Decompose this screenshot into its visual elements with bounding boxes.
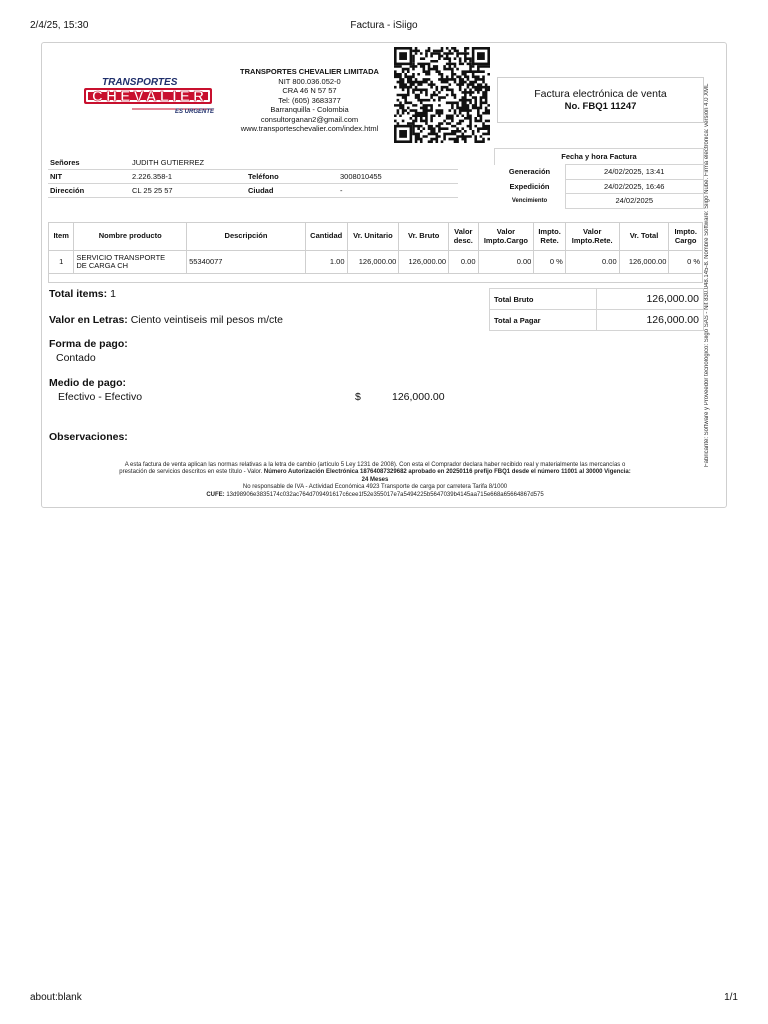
client-nit-label: NIT xyxy=(48,170,130,184)
company-phone: Tel: (605) 3683377 xyxy=(278,95,341,105)
total-items-label: Total items: xyxy=(49,288,108,300)
generation-date: 24/02/2025, 13:41 xyxy=(565,165,704,180)
print-header xyxy=(30,20,738,32)
print-date: 2/4/25, 15:30 xyxy=(30,20,89,31)
col-item: Item xyxy=(49,223,74,251)
issue-date: 24/02/2025, 16:46 xyxy=(565,179,704,194)
generation-label: Generación xyxy=(495,165,566,180)
row-charge-pct: 0 % xyxy=(669,251,703,274)
col-total: Vr. Total xyxy=(619,223,669,251)
col-withholding-val: Valor Impto.Rete. xyxy=(565,223,619,251)
payment-amount: 126,000.00 xyxy=(392,391,445,403)
col-charge-pct: Impto. Cargo xyxy=(669,223,703,251)
client-phone-label: Teléfono xyxy=(246,170,338,184)
company-info xyxy=(227,67,392,134)
col-withholding-pct: Impto. Rete. xyxy=(534,223,565,251)
due-label: Vencimiento xyxy=(495,194,566,209)
qr-code xyxy=(394,47,490,143)
gross-total-label: Total Bruto xyxy=(490,289,597,310)
row-unit-value: 126,000.00 xyxy=(347,251,399,274)
amount-in-words-value: Ciento veintiseis mil pesos m/cte xyxy=(130,314,284,326)
items-header-row xyxy=(49,223,703,251)
payment-means-value: Efectivo - Efectivo xyxy=(58,391,143,403)
logo-text-chevalier: CHEVALIER xyxy=(92,88,204,105)
legal-line-2: prestación de servicios descritos en este título - Valor. Número Autorización Electrónica 18764087329682 aprobado en 20250116 prefijo FBQ1 desde el número 11001 al 30000 Vigencia: xyxy=(119,469,631,476)
gross-total-value: 126,000.00 xyxy=(597,289,704,310)
client-nit: 2.226.358-1 xyxy=(130,170,246,184)
row-gross: 126,000.00 xyxy=(399,251,449,274)
col-discount: Valor desc. xyxy=(449,223,478,251)
amount-in-words-label: Valor en Letras: xyxy=(49,314,128,326)
row-charge-tax: 0.00 xyxy=(478,251,534,274)
document-title: Factura electrónica de venta xyxy=(534,88,667,100)
row-withholding-pct: 0 % xyxy=(534,251,565,274)
row-total: 126,000.00 xyxy=(619,251,669,274)
legal-notice xyxy=(50,462,700,499)
col-gross: Vr. Bruto xyxy=(399,223,449,251)
software-provider-note: Fabricante: Software y Proveedor tecnológico: Siigo SAS - Nit 830.048.145-8. Nombre Software: Siigo Nube. Firma electrónica: versión 4.0 XML xyxy=(704,83,710,468)
table-row xyxy=(49,251,703,274)
col-unit-value: Vr. Unitario xyxy=(347,223,399,251)
print-title: Factura - iSiigo xyxy=(350,20,418,31)
col-charge-tax: Valor Impto.Cargo xyxy=(478,223,534,251)
payment-form-label: Forma de pago: xyxy=(49,338,128,350)
payment-means-label: Medio de pago: xyxy=(49,377,126,389)
company-nit: NIT 800.036.052-0 xyxy=(278,76,341,86)
amount-in-words xyxy=(49,314,283,326)
print-page-number: 1/1 xyxy=(724,992,738,1003)
legal-line-1: A esta factura de venta aplican las normas relativas a la letra de cambio (artículo 5 Ley 1231 de 2008). Con esta el Comprador declara haber recibido real y materialmente las mercancías o xyxy=(124,462,626,468)
payable-total-value: 126,000.00 xyxy=(597,310,704,331)
total-items xyxy=(49,288,116,300)
col-description: Descripción xyxy=(187,223,306,251)
company-website: www.transporteschevalier.com/index.html xyxy=(240,124,379,133)
total-items-value: 1 xyxy=(110,288,116,300)
payable-total-label: Total a Pagar xyxy=(490,310,597,331)
dates-header: Fecha y hora Factura xyxy=(495,149,704,165)
print-url: about:blank xyxy=(30,992,82,1003)
client-name-label: Señores xyxy=(48,156,130,170)
payment-form-value: Contado xyxy=(56,352,96,364)
legal-line-3: 24 Meses xyxy=(361,476,389,483)
col-product: Nombre producto xyxy=(74,223,187,251)
client-address: CL 25 25 57 xyxy=(130,184,246,198)
company-name: TRANSPORTES CHEVALIER LIMITADA xyxy=(240,67,379,76)
company-address: CRA 46 N 57 57 xyxy=(282,86,337,95)
table-spacer-row xyxy=(49,274,703,283)
logo-text-transportes: TRANSPORTES xyxy=(102,77,178,88)
row-discount: 0.00 xyxy=(449,251,478,274)
invoice-dates xyxy=(494,148,704,209)
col-quantity: Cantidad xyxy=(305,223,347,251)
row-withholding-val: 0.00 xyxy=(565,251,619,274)
row-quantity: 1.00 xyxy=(305,251,347,274)
payment-currency: $ xyxy=(355,391,361,403)
row-description: 55340077 xyxy=(187,251,306,274)
items-table xyxy=(48,222,703,283)
cufe-value: 13d98906e3835174c032ac764d709491617c6cee1f52e355017e7a5494225b5647039b4145aa715e668a65664867d575 xyxy=(226,491,544,498)
client-address-label: Dirección xyxy=(48,184,130,198)
print-footer xyxy=(30,992,738,1004)
client-city-label: Ciudad xyxy=(246,184,338,198)
issue-label: Expedición xyxy=(495,179,566,194)
cufe xyxy=(50,492,700,499)
legal-line-4: No responsable de IVA - Actividad Económica 4923 Transporte de carga por carretera Tarifa 8/1000 xyxy=(242,484,508,491)
client-info xyxy=(48,156,458,198)
client-name: JUDITH GUTIERREZ xyxy=(130,156,246,170)
invoice-number: No. FBQ1 11247 xyxy=(564,101,637,112)
company-email: consultorganan2@gmail.com xyxy=(260,114,359,124)
row-product: SERVICIO TRANSPORTE DE CARGA CH xyxy=(74,251,187,274)
cufe-label: CUFE: xyxy=(206,491,225,498)
company-logo xyxy=(82,73,227,118)
observations-label: Observaciones: xyxy=(49,431,128,443)
document-title-box xyxy=(497,77,704,123)
client-city: - xyxy=(338,184,458,198)
invoice xyxy=(41,42,727,508)
client-phone: 3008010455 xyxy=(338,170,458,184)
company-city: Barranquilla - Colombia xyxy=(270,105,349,114)
due-date: 24/02/2025 xyxy=(565,194,704,209)
row-item: 1 xyxy=(49,251,74,274)
totals-table xyxy=(489,288,704,331)
logo-text-urgente: ES URGENTE xyxy=(175,109,215,115)
